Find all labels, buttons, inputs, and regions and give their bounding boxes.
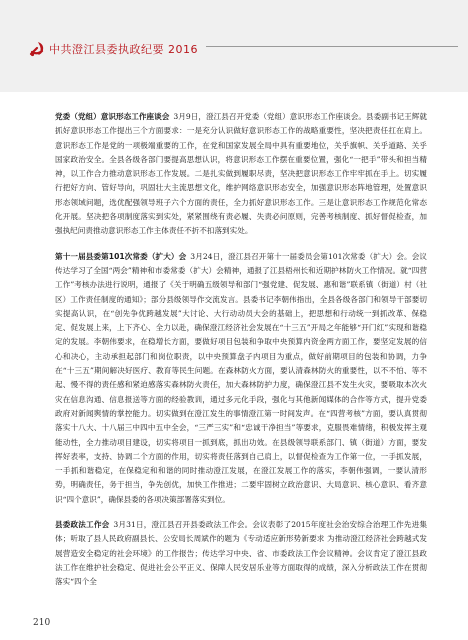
running-header [28, 40, 206, 58]
paragraph-political-legal [55, 518, 427, 589]
paragraph-text: 3月24日，澄江县召开第十一届委员会第101次常委（扩大）会。会议传达学习了全国“两会”精神和市委常委（扩大）会精神，通报了江县梧州长和近期护林防火工作情况。就“四营工作”考核办法进行说明，通报了《关于明确五级领导和部门“强党建、促发展、惠和谐”联系镇（街道）村（社区）工作责任制度的通知》；部分县级领导作交流发言。县委书记李朝伟指出，全县各级各部门和领导干部要切实提高认识，在“创先争优跨越发展”大讨论、大行动动员大会的基础上，把思想和行动统一到抓改革、保稳定、促发展上来，上下齐心、全力以赴，确保澄江经济社会发展在“十三五”开局之年能够“开门红”实现和谐稳定的发展。李朝伟要求，在稳增长方面，要做好项目包装和争取中央预算内资金两方面工作，要坚定发展的信心和决心，主动承担起部门和岗位职责，以中央预算盘子内项目为重点，做好前期项目的包装和协调，力争在“十三五”期间解决好医疗、教育等民生问题。在森林防火方面，要认清森林防火的重要性，以不不怕、等不起、慢不得的责任感和紧迫感落实森林防火责任，加大森林防护力度，确保澄江县不发生火灾，要吸取本次火灾在信息沟通、信息报送等方面的经验教训，通过多元化手段，强化与其他新闻媒体的合作等方式，提升党委政府对新闻舆情的掌控能力。切实做到在澄江发生的事情澄江第一时间发声。在“四营考核”方面，要认真贯彻落实十八大、十八届三中四中五中全会，“三严三实”和“忠诚干净担当”等要求，克服畏难情绪，积极发挥主观能动性，全力推动项目建设，切实将项目一抓到底，抓出功效。在县级领导联系部门、镇（街道）方面，要发挥好表率，支持、协调二个方面的作用，切实将责任落到自己肩上，以督促检查为工作第一位，一手抓发展，一手抓和谐稳定，在保稳定和和谐的同时推动澄江发展，在澄江发展工作的落实，李朝伟强调，一要认清形势，明确责任，务于担当，争先创优，加快工作推进；二要牢固树立政治意识、大局意识、核心意识、看齐意识“四个意识”，确保县委的各项决策部署落实到位。 [55, 251, 427, 504]
paragraph-text: 3月31日，澄江县召开县委政法工作会。会议表彰了2015年度社会治安综合治理工作先进集体；听取了县人民政府副县长、公安局长周斌作的题为《专动适应新形势新要求 为推动澄江经济社会跨越式发展营造安全稳定的社会环境》的工作报告；传达学习中央、省、市委政法工作会议精神。会议肯定了澄江县政法工作在维护社会稳定、促进社会公平正义、保障人民安居乐业等方面取得的成绩，深入分析政法工作在贯彻落实“四个全 [55, 520, 428, 587]
paragraph-lead: 县委政法工作会 [55, 520, 110, 530]
article-body [55, 110, 427, 590]
paragraph-ideology-meeting [55, 110, 427, 239]
paragraph-lead: 党委（党组）意识形态工作座谈会 [55, 112, 170, 121]
running-header-title: 中共澄江县委执政纪要 2016 [49, 43, 198, 56]
paragraph-standing-committee [55, 250, 427, 507]
party-emblem-icon [28, 40, 46, 58]
page-number: 210 [33, 618, 51, 628]
paragraph-text: 3月9日，澄江县召开党委（党组）意识形态工作座谈会。县委副书记王辉就抓好意识形态工作提出三个方面要求：一是充分认识做好意识形态工作的战略重要性，坚决把责任扛在肩上。意识形态工作是党的一项极端重要的工作，在党和国家发展全局中具有重要地位，关乎旗帜、关乎道路、关乎国家政治安全。全县各级各部门要提高思想认识，将意识形态工作摆在重要位置，强化“一把手”带头和担当精神，以工作合力推动意识形态工作发展。二是扎实做到履职尽责，坚决把意识形态工作牢牢抓在手上。切实履行把好方向、管好导向，巩固壮大主流思想文化，维护网络意识形态安全，加强意识形态阵地管理，处置意识形态领域问题，选优配强领导班子六个方面的责任，全力抓好意识形态工作。三是让意识形态工作规范化常态化开展。坚决把各项制度落实到实处，紧紧围绕有责必履、失责必问原则，完善考核制度、抓好督促检查，加强执纪问责推动意识形态工作主体责任不折不扣落到实处。 [55, 112, 427, 236]
paragraph-lead: 第十一届县委第101次常委（扩大）会 [55, 251, 187, 261]
